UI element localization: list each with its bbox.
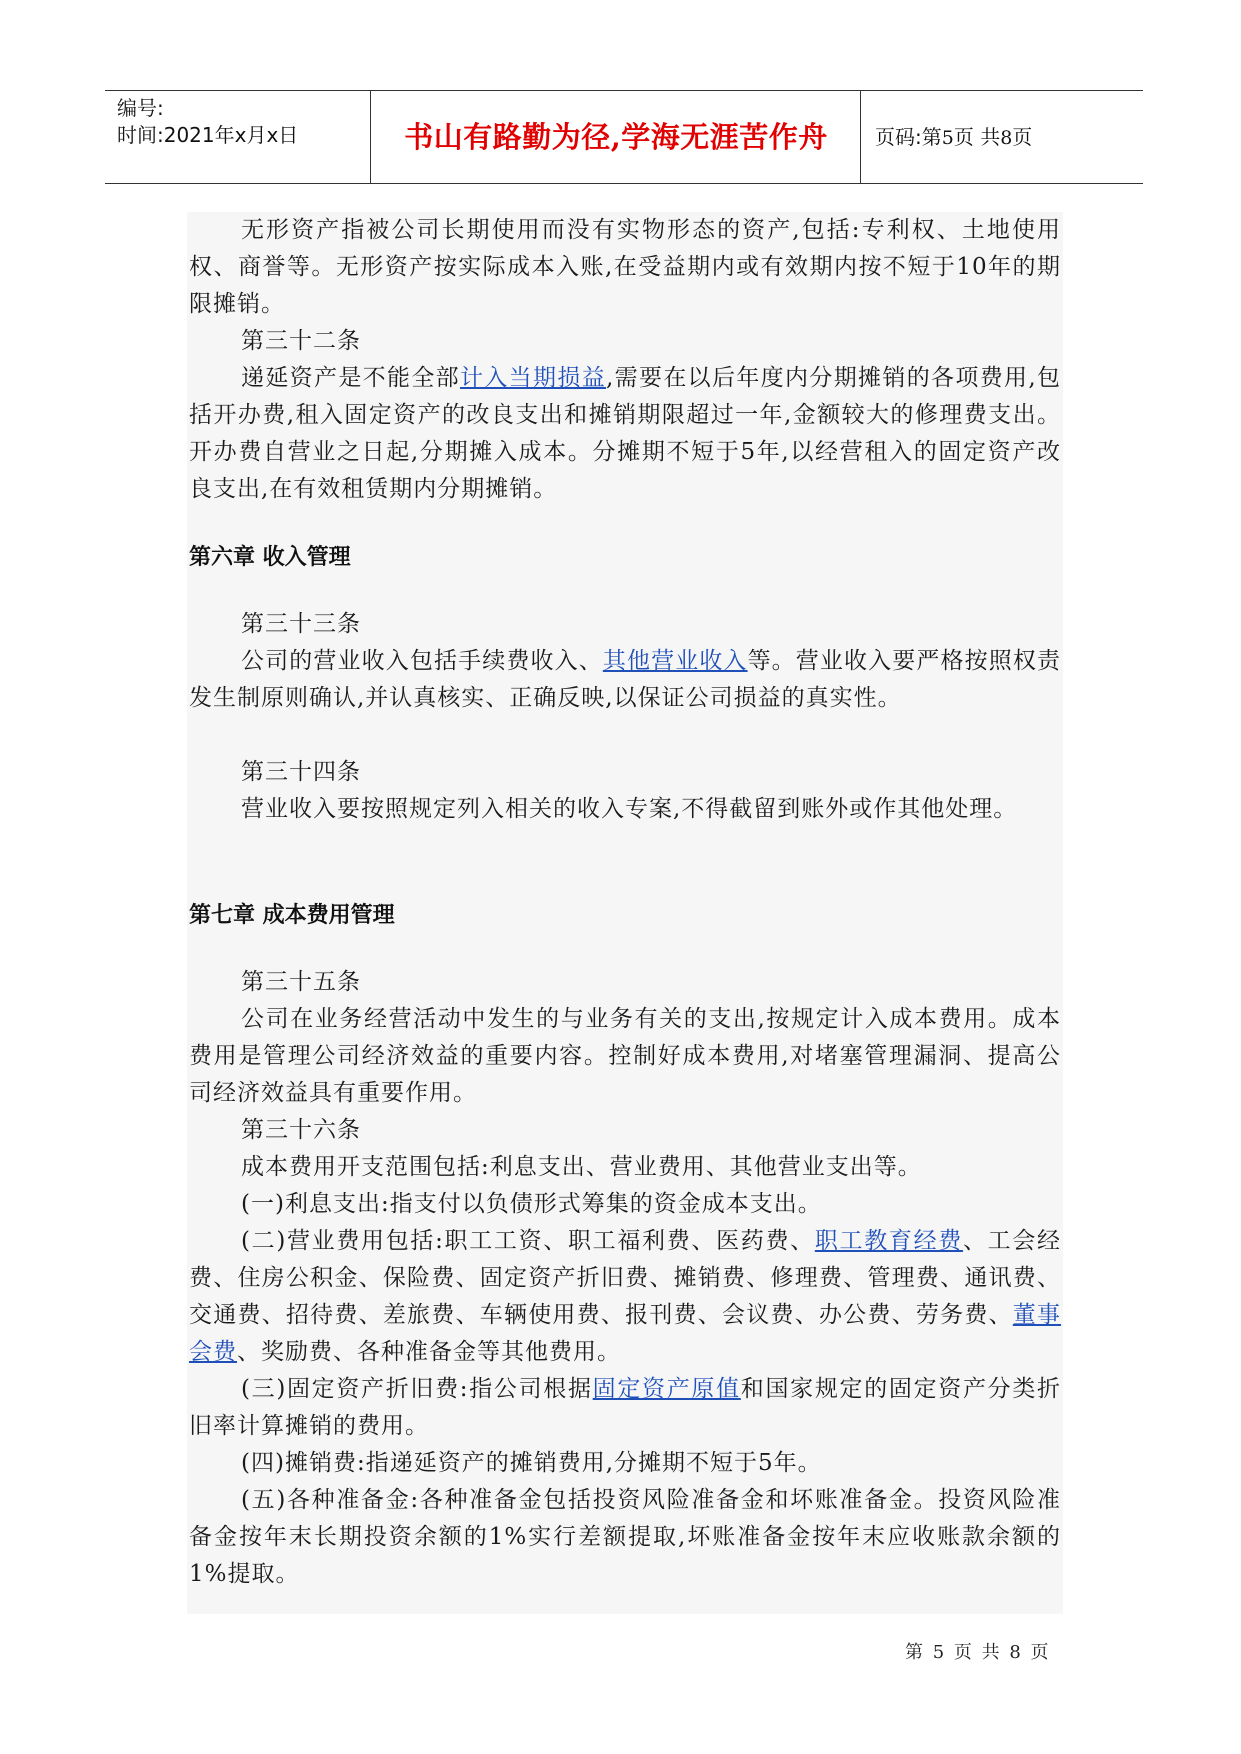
header-motto: 书山有路勤为径,学海无涯苦作舟 bbox=[404, 120, 828, 154]
chapter-6-heading: 第六章 收入管理 bbox=[189, 545, 351, 570]
page-suffix: 页 bbox=[1012, 125, 1033, 149]
item-interest-expense: (一)利息支出:指支付以负债形式筹集的资金成本支出。 bbox=[241, 1191, 822, 1217]
page-prefix: 页码:第 bbox=[875, 125, 942, 149]
link-other-operating-income[interactable]: 其他营业收入 bbox=[602, 648, 748, 674]
document-time: 时间:2021年x月x日 bbox=[117, 123, 299, 147]
item-operating-expenses: (二)营业费用包括:职工工资、职工福利费、医药费、职工教育经费、工会经费、住房公积金、保险费、固定资产折旧费、摊销费、修理费、管理费、通讯费、交通费、招待费、差旅费、车辆使用费、报刊费、会议费、办公费、劳务费、董事会费、奖励费、各种准备金等其他费用。 bbox=[189, 1228, 1062, 1365]
item-reserves: (五)各种准备金:各种准备金包括投资风险准备金和坏账准备金。投资风险准备金按年末长期投资余额的1%实行差额提取,坏账准备金按年末应收账款余额的1%提取。 bbox=[189, 1487, 1061, 1587]
page-current: 5 bbox=[941, 127, 954, 149]
link-fixed-asset-original-value[interactable]: 固定资产原值 bbox=[592, 1376, 741, 1402]
document-number-label: 编号: bbox=[117, 96, 164, 120]
header-divider bbox=[370, 91, 371, 183]
header-page-info bbox=[875, 91, 1135, 183]
article-35-title: 第三十五条 bbox=[241, 969, 361, 995]
chapter-7-heading: 第七章 成本费用管理 bbox=[189, 903, 395, 928]
article-36-title: 第三十六条 bbox=[241, 1117, 361, 1143]
article-34-title: 第三十四条 bbox=[241, 759, 361, 785]
page-footer: 第 5 页 共 8 页 bbox=[905, 1642, 1051, 1663]
header-divider bbox=[860, 91, 861, 183]
item-depreciation: (三)固定资产折旧费:指公司根据固定资产原值和国家规定的固定资产分类折旧率计算摊销的费用。 bbox=[189, 1376, 1062, 1439]
link-board-fees[interactable]: 董事会费 bbox=[189, 1302, 1062, 1365]
paragraph-intangible-assets: 无形资产指被公司长期使用而没有实物形态的资产,包括:专利权、土地使用权、商誉等。无形资产按实际成本入账,在受益期内或有效期内按不短于10年的期限摊销。 bbox=[189, 217, 1061, 317]
paragraph-operating-income: 公司的营业收入包括手续费收入、其他营业收入等。营业收入要严格按照权责发生制原则确认,并认真核实、正确反映,以保证公司损益的真实性。 bbox=[189, 648, 1062, 711]
article-33-title: 第三十三条 bbox=[241, 611, 361, 637]
paragraph-deferred-assets: 递延资产是不能全部计入当期损益,需要在以后年度内分期摊销的各项费用,包括开办费,租入固定资产的改良支出和摊销期限超过一年,金额较大的修理费支出。开办费自营业之日起,分期摊入成本。分摊期不短于5年,以经营租入的固定资产改良支出,在有效租赁期内分期摊销。 bbox=[189, 365, 1062, 502]
paragraph-cost-scope: 成本费用开支范围包括:利息支出、营业费用、其他营业支出等。 bbox=[241, 1154, 922, 1180]
page-mid: 页 共 bbox=[953, 125, 1001, 149]
header-meta bbox=[117, 95, 367, 149]
item-amortization: (四)摊销费:指递延资产的摊销费用,分摊期不短于5年。 bbox=[241, 1450, 822, 1476]
paragraph-cost-expenses: 公司在业务经营活动中发生的与业务有关的支出,按规定计入成本费用。成本费用是管理公司经济效益的重要内容。控制好成本费用,对堵塞管理漏洞、提高公司经济效益具有重要作用。 bbox=[189, 1006, 1061, 1106]
link-current-profit-loss[interactable]: 计入当期损益 bbox=[460, 365, 607, 391]
document-body bbox=[187, 212, 1063, 1614]
page-header bbox=[105, 90, 1143, 184]
page-total: 8 bbox=[1000, 127, 1013, 149]
paragraph-income-items: 营业收入要按照规定列入相关的收入专案,不得截留到账外或作其他处理。 bbox=[241, 796, 1018, 822]
article-32-title: 第三十二条 bbox=[241, 328, 361, 354]
link-staff-education-fund[interactable]: 职工教育经费 bbox=[814, 1228, 963, 1254]
